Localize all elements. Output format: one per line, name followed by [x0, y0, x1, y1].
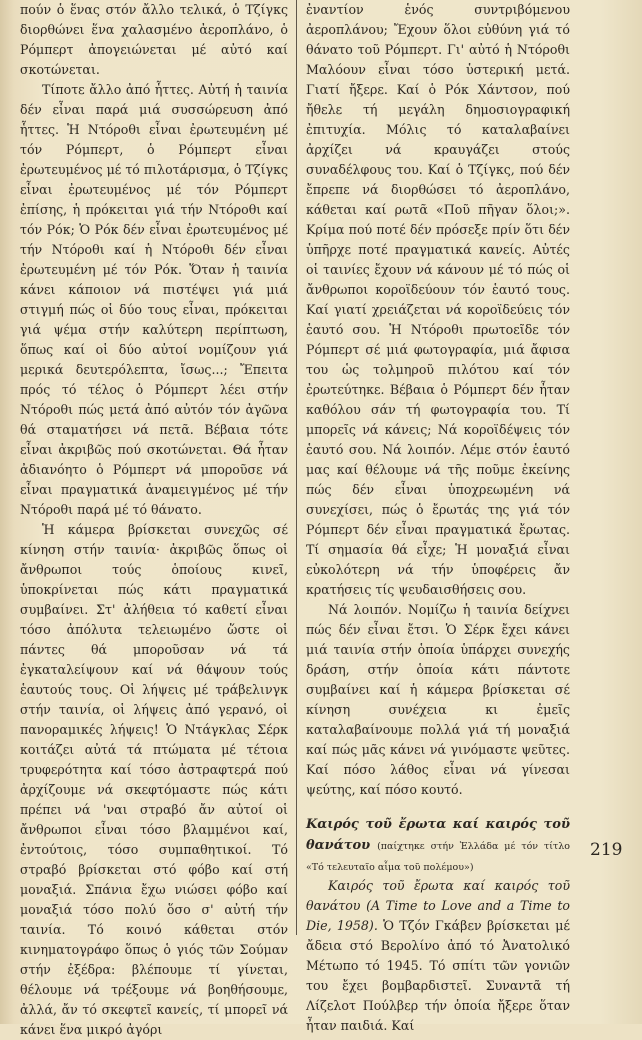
column-divider: [296, 0, 297, 935]
paragraph-continued: πούν ὁ ἕνας στόν ἄλλο τελικά, ὁ Τζίγκς διορθώνει ἕνα χαλασμένο ἀεροπλάνο, ὁ Ρόμπερτ ἀπογειώνεται μέ αὐτό καί σκοτώνεται.: [20, 2, 288, 77]
film-title-italic: Καιρός τοῦ ἔρωτα καί καιρός τοῦ θανάτου (A Time to Love and a Time to Die, 1958).: [306, 878, 570, 933]
paragraph: Ἡ κάμερα βρίσκεται συνεχῶς σέ κίνηση στήν ταινία· ἀκριβῶς ὅπως οἱ ἄνθρωποι τούς ὁποίους κινεῖ, ὑποκρίνεται πώς κάτι πραγματικά συμβαίνει. Στ' ἀλήθεια τό καθετί εἶναι τόσο ἀπόλυτα τελειωμένο ὥστε οἱ πάντες θά μποροῦσαν νά τά ἐγκαταλείψουν καί νά θάψουν τούς ἑαυτούς τους. Οἱ λήψεις μέ τράβελινγκ στήν ταινία, οἱ λήψεις ἀπό γερανό, οἱ πανοραμικές λήψεις! Ὁ Ντάγκλας Σέρκ κοιτάζει αὐτά τά πτώματα μέ τέτοια τρυφερότητα καί τόσο ἀστραφτερά πού ἀρχίζουμε νά σκεφτόμαστε πώς κάτι πρέπει νά 'ναι στραβό ἄν αὐτοί οἱ ἄνθρωποι εἶναι τόσο βλαμμένοι καί, ἐντούτοις, τόσο συμπαθητικοί. Τό στραβό βρίσκεται στό φόβο καί στή μοναξιά. Σπάνια ἔχω νιώσει φόβο καί μοναξιά τόσο πολύ ὅσο σ' αὐτή τήν ταινία. Τό κοινό κάθεται στόν κινηματογράφο ὅπως ὁ γιός τῶν Σούμαν στήν ἐξέδρα: βλέπουμε τί γίνεται, θέλουμε νά τρέξουμε νά βοηθήσουμε, ἀλλά, ἄν τό σκεφτεῖ κανείς, τί μπορεῖ νά κάνει ἕνα μικρό ἀγόρι: [20, 522, 288, 1037]
paragraph-continued: ἐναντίον ἑνός συντριβόμενου ἀεροπλάνου; Ἔχουν ὅλοι εὐθύνη γιά τό θάνατο τοῦ Ρόμπερτ. Γι' αὐτό ἡ Ντόροθι Μαλόουν εἶναι τόσο ὑστερική μετά. Γιατί ἤξερε. Καί ὁ Ρόκ Χάντσον, πού ἤθελε τή μεγάλη δημοσιογραφική ἐπιτυχία. Μόλις τό καταλαβαίνει ἀρχίζει νά κραυγάζει στούς συναδέλφους του. Καί ὁ Τζίγκς, πού δέν ἔπρεπε νά διορθώσει τό ἀεροπλάνο, κάθεται καί ρωτᾶ «Ποῦ πῆγαν ὅλοι;». Κρίμα πού ποτέ δέν πρόσεξε πρίν ὅτι δέν ὑπῆρχε ποτέ πραγματικά κανείς. Αὐτές οἱ ταινίες ἔχουν νά κάνουν μέ τό πώς οἱ ἄνθρωποι κοροϊδεύουν τόν ἑαυτό τους. Καί γιατί χρειάζεται νά κοροϊδεύεις τόν ἑαυτό σου. Ἡ Ντόροθι πρωτοεῖδε τόν Ρόμπερτ σέ μιά φωτογραφία, μιά ἄφισα του ὡς τολμηροῦ πιλότου καί τόν ἐρωτεύτηκε. Βέβαια ὁ Ρόμπερτ δέν ἦταν καθόλου σάν τή φωτογραφία του. Τί μπορεῖς νά κάνεις; Νά κοροϊδέψεις τόν ἑαυτό σου. Νά λοιπόν. Λέμε στόν ἑαυτό μας καί θέλουμε νά τῆς ποῦμε ἐκείνης πώς δέν εἶναι ὑποχρεωμένη νά συνεχίσει, πώς ὁ ἔρωτάς της γιά τόν Ρόμπερτ δέν εἶναι πραγματικά ἔρωτας. Τί σημασία θά εἶχε; Ἡ μοναξιά εἶναι εὐκολότερη νά τήν ὑποφέρεις ἄν κρατήσεις τίς ψευδαισθήσεις σου.: [306, 2, 570, 597]
left-text-column: [20, 0, 288, 1040]
section-title: Καιρός τοῦ ἔρωτα καί καιρός τοῦ θανάτου: [306, 817, 570, 853]
right-text-column: [306, 0, 570, 1036]
page-number: 219: [590, 840, 623, 860]
paragraph: Νά λοιπόν. Νομίζω ἡ ταινία δείχνει πώς δέν εἶναι ἔτσι. Ὁ Σέρκ ἔχει κάνει μιά ταινία στήν ὁποία ὑπάρχει συνεχής δράση, στήν ὁποία κάτι πάντοτε συμβαίνει καί ἡ κάμερα βρίσκεται σέ κίνηση συνέχεια κι ἐμεῖς καταλαβαίνουμε πολλά γιά τή μοναξιά καί πώς μᾶς κάνει νά γινόμαστε ψεῦτες. Καί πόσο λάθος εἶναι νά γίνεσαι ψεύτης, καί πόσο κουτό.: [306, 602, 570, 797]
section-note: (παίχτηκε στήν Ἑλλάδα μέ τόν τίτλο «Τό τελευταῖο αἷμα τοῦ πολέμου»): [306, 841, 570, 873]
section-heading: [306, 814, 570, 876]
paragraph-text: Ὁ Τζόν Γκάβεν βρίσκεται μέ ἄδεια στό Βερολίνο ἀπό τό Ἀνατολικό Μέτωπο τό 1945. Τό σπίτι τῶν γονιῶν του ἔχει βομβαρδιστεῖ. Συναντᾶ τή Λίζελοτ Πούλβερ τήν ὁποία ἤξερε ὅταν ἦταν παιδιά. Καί: [306, 918, 570, 1033]
paragraph: Τίποτε ἄλλο ἀπό ἧττες. Αὐτή ἡ ταινία δέν εἶναι παρά μιά συσσώρευση ἀπό ἧττες. Ἡ Ντόροθι εἶναι ἐρωτευμένη μέ τόν Ρόμπερτ, ὁ Ρόμπερτ εἶναι ἐρωτευμένος μέ τό πιλοτάρισμα, ὁ Τζίγκς εἶναι ἐρωτευμένος μέ τόν Ρόμπερτ ἐπίσης, ἡ πρόκειται γιά τήν Ντόροθι καί τόν Ρόκ; Ὁ Ρόκ δέν εἶναι ἐρωτευμένος μέ τήν Ντόροθι καί ἡ Ντόροθι δέν εἶναι ἐρωτευμένη μέ τόν Ρόκ. Ὅταν ἡ ταινία κάνει κάποιον νά πιστέψει γιά μιά στιγμή πώς οἱ δύο τους εἶναι, πρόκειται γιά ψέμα στήν καλύτερη περίπτωση, ὅπως καί οἱ δύο αὐτοί νομίζουν γιά μερικά δευτερόλεπτα, ἴσως...; Ἔπειτα πρός τό τέλος ὁ Ρόμπερτ λέει στήν Ντόροθι πώς μετά ἀπό αὐτόν τόν ἀγῶνα θά σταματήσει νά πετᾶ. Βέβαια τότε εἶναι ἀκριβῶς πού σκοτώνεται. Θά ἦταν ἀδιανόητο ὁ Ρόμπερτ νά μποροῦσε νά εἶναι πραγματικά ἀναμειγμένος μέ τήν Ντόροθι παρά μέ τό θάνατο.: [20, 82, 288, 517]
paragraph: [306, 876, 570, 1036]
